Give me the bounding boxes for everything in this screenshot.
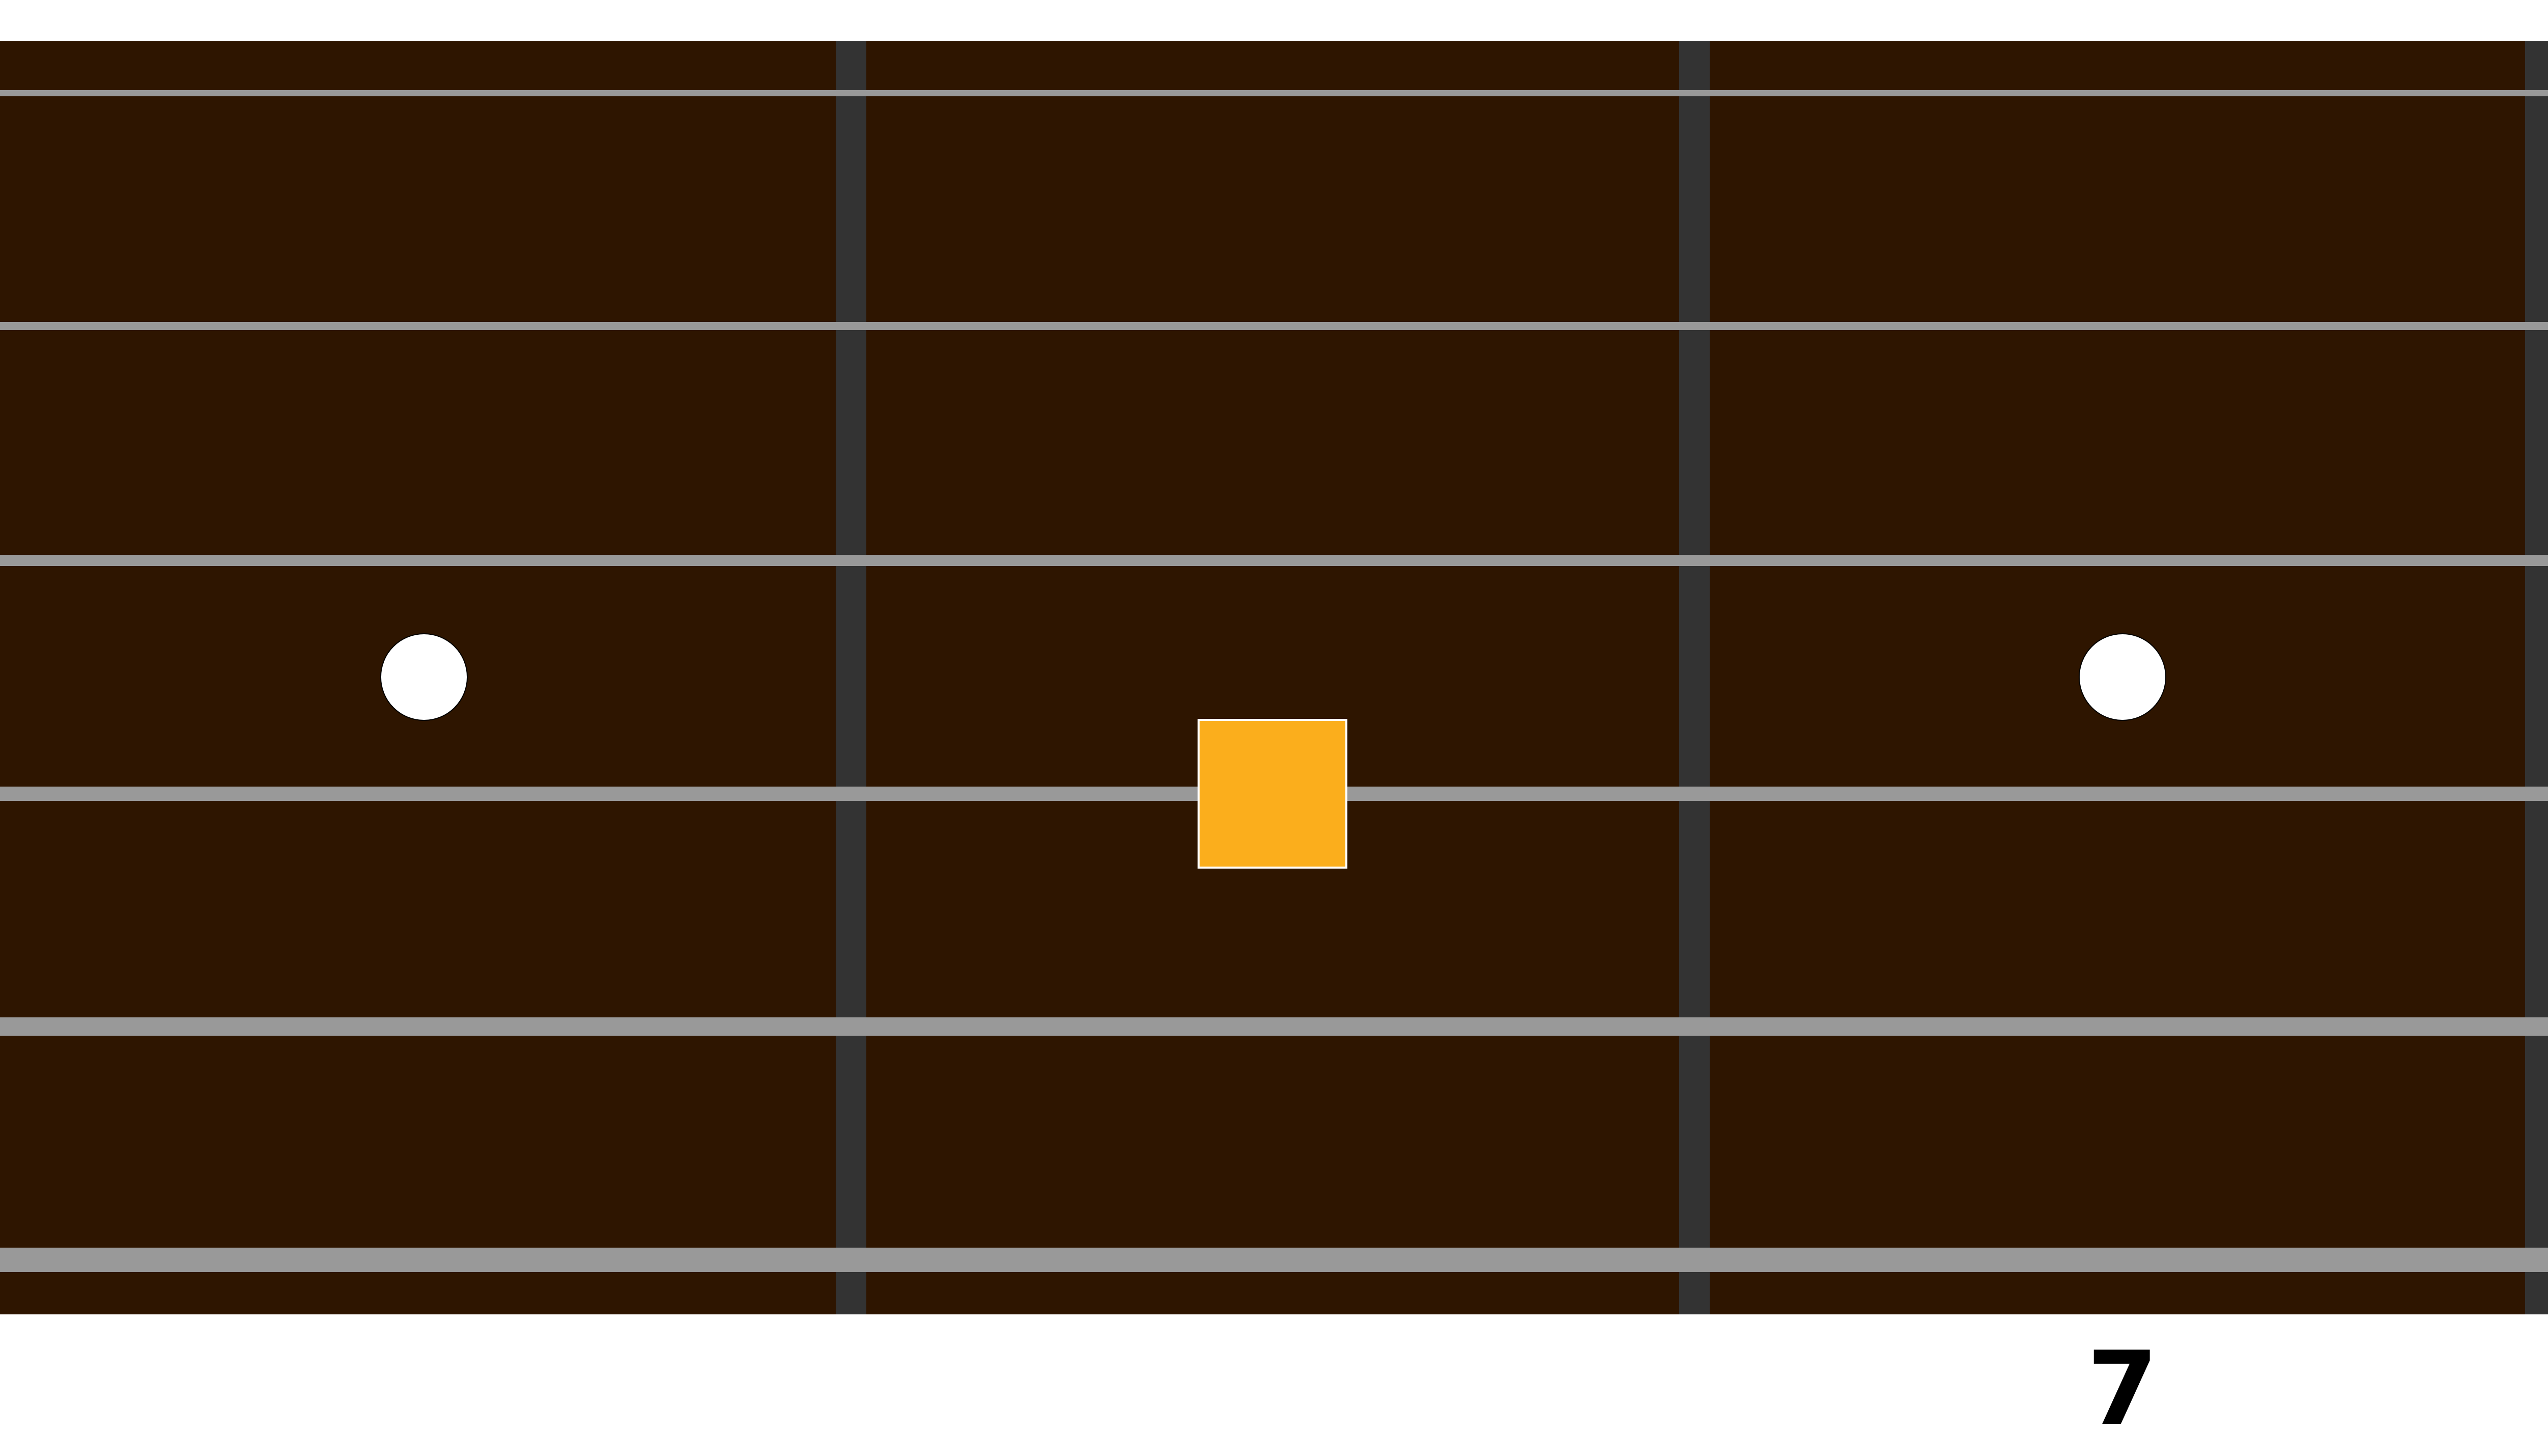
marker-group <box>1199 720 1346 868</box>
guitar-string <box>0 90 2548 96</box>
guitar-string <box>0 555 2548 566</box>
guitar-string <box>0 1248 2548 1272</box>
fret-inlay-dot <box>2079 634 2166 720</box>
fret-wire <box>836 41 866 1314</box>
fret-wire <box>1679 41 1710 1314</box>
orange-square-note-marker <box>1199 720 1346 868</box>
fret-inlay-dot <box>381 634 467 720</box>
guitar-string <box>0 1017 2548 1036</box>
fret-number-label: 7 <box>2087 1330 2158 1448</box>
fret-wire <box>2525 41 2548 1314</box>
guitar-string <box>0 322 2548 330</box>
